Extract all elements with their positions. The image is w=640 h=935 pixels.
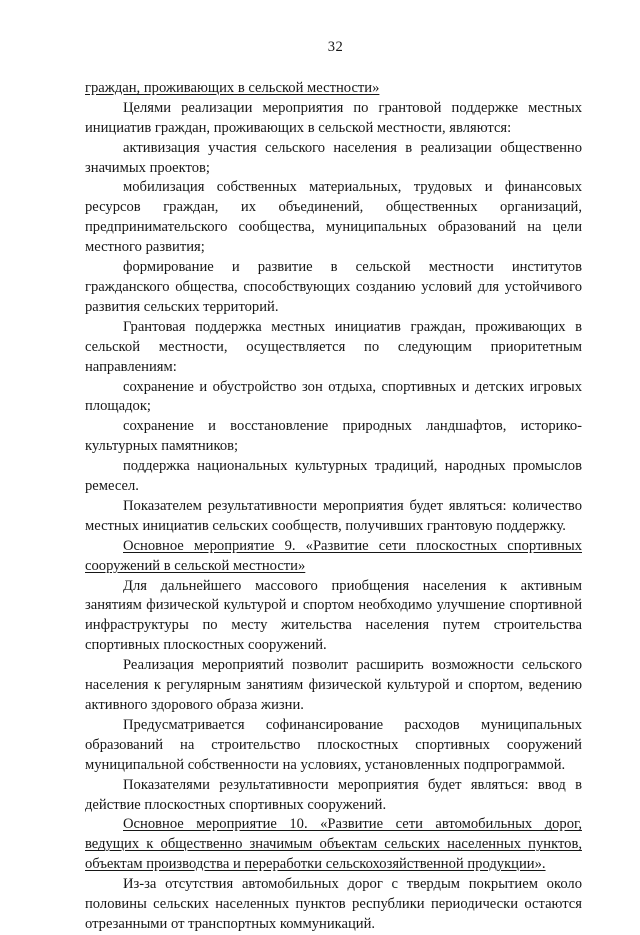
paragraph-direction-landscapes: сохранение и восстановление природных ландшафтов, историко-культурных памятников;	[85, 418, 582, 455]
paragraph-goals-intro: Целями реализации мероприятия по грантовой поддержке местных инициатив граждан, проживающих в сельской местности, являются:	[85, 99, 582, 136]
paragraph-cofinancing: Предусматривается софинансирование расходов муниципальных образований на строительство плоскостных спортивных сооружений муниципальной собственности на условиях, установленных подпрограммой.	[85, 716, 582, 773]
paragraph-direction-recreation: сохранение и обустройство зон отдыха, спортивных и детских игровых площадок;	[85, 378, 582, 415]
paragraph-direction-traditions: поддержка национальных культурных традиций, народных промыслов ремесел.	[85, 458, 582, 495]
page-number: 32	[327, 39, 344, 55]
heading-measure-10: Основное мероприятие 10. «Развитие сети автомобильных дорог, ведущих к общественно значимым объектам сельских населенных пунктов, объектам производства и переработки сельскохозяйственной продукции».	[85, 816, 582, 873]
paragraph-goal-mobilization: мобилизация собственных материальных, трудовых и финансовых ресурсов граждан, их объединений, общественных организаций, предпринимательского сообщества, муниципальных образований на цели местного развития;	[85, 179, 582, 256]
paragraph-roads: Из-за отсутствия автомобильных дорог с твердым покрытием около половины сельских населенных пунктов республики периодически остаются отрезанными от транспортных коммуникаций.	[85, 876, 582, 932]
paragraph-sport-implementation: Реализация мероприятий позволит расширить возможности сельского населения к регулярным занятиям физической культурой и спортом, ведению активного здорового образа жизни.	[85, 657, 582, 713]
paragraph-sport-infrastructure: Для дальнейшего массового приобщения населения к активным занятиям физической культурой и спортом необходимо улучшение спортивной инфраструктуры по месту жительства населения путем строительства спортивных плоскостных сооружений.	[85, 577, 582, 654]
heading-measure-9: Основное мероприятие 9. «Развитие сети плоскостных спортивных сооружений в сельской местности»	[85, 537, 582, 574]
paragraph-indicator-sport: Показателями результативности мероприятия будет являться: ввод в действие плоскостных спортивных сооружений.	[85, 776, 582, 813]
paragraph-grant-directions: Грантовая поддержка местных инициатив граждан, проживающих в сельской местности, осуществляется по следующим приоритетным направлениям:	[85, 318, 582, 375]
paragraph-goal-formation: формирование и развитие в сельской местности институтов гражданского общества, способствующих созданию условий для устойчивого развития сельских территорий.	[85, 259, 582, 315]
paragraph-title-continuation: граждан, проживающих в сельской местности»	[85, 79, 380, 96]
paragraph-goal-activization: активизация участия сельского населения в реализации общественно значимых проектов;	[85, 139, 582, 176]
paragraph-indicator-grants: Показателем результативности мероприятия будет являться: количество местных инициатив сельских сообществ, получивших грантовую поддержку.	[85, 497, 582, 534]
